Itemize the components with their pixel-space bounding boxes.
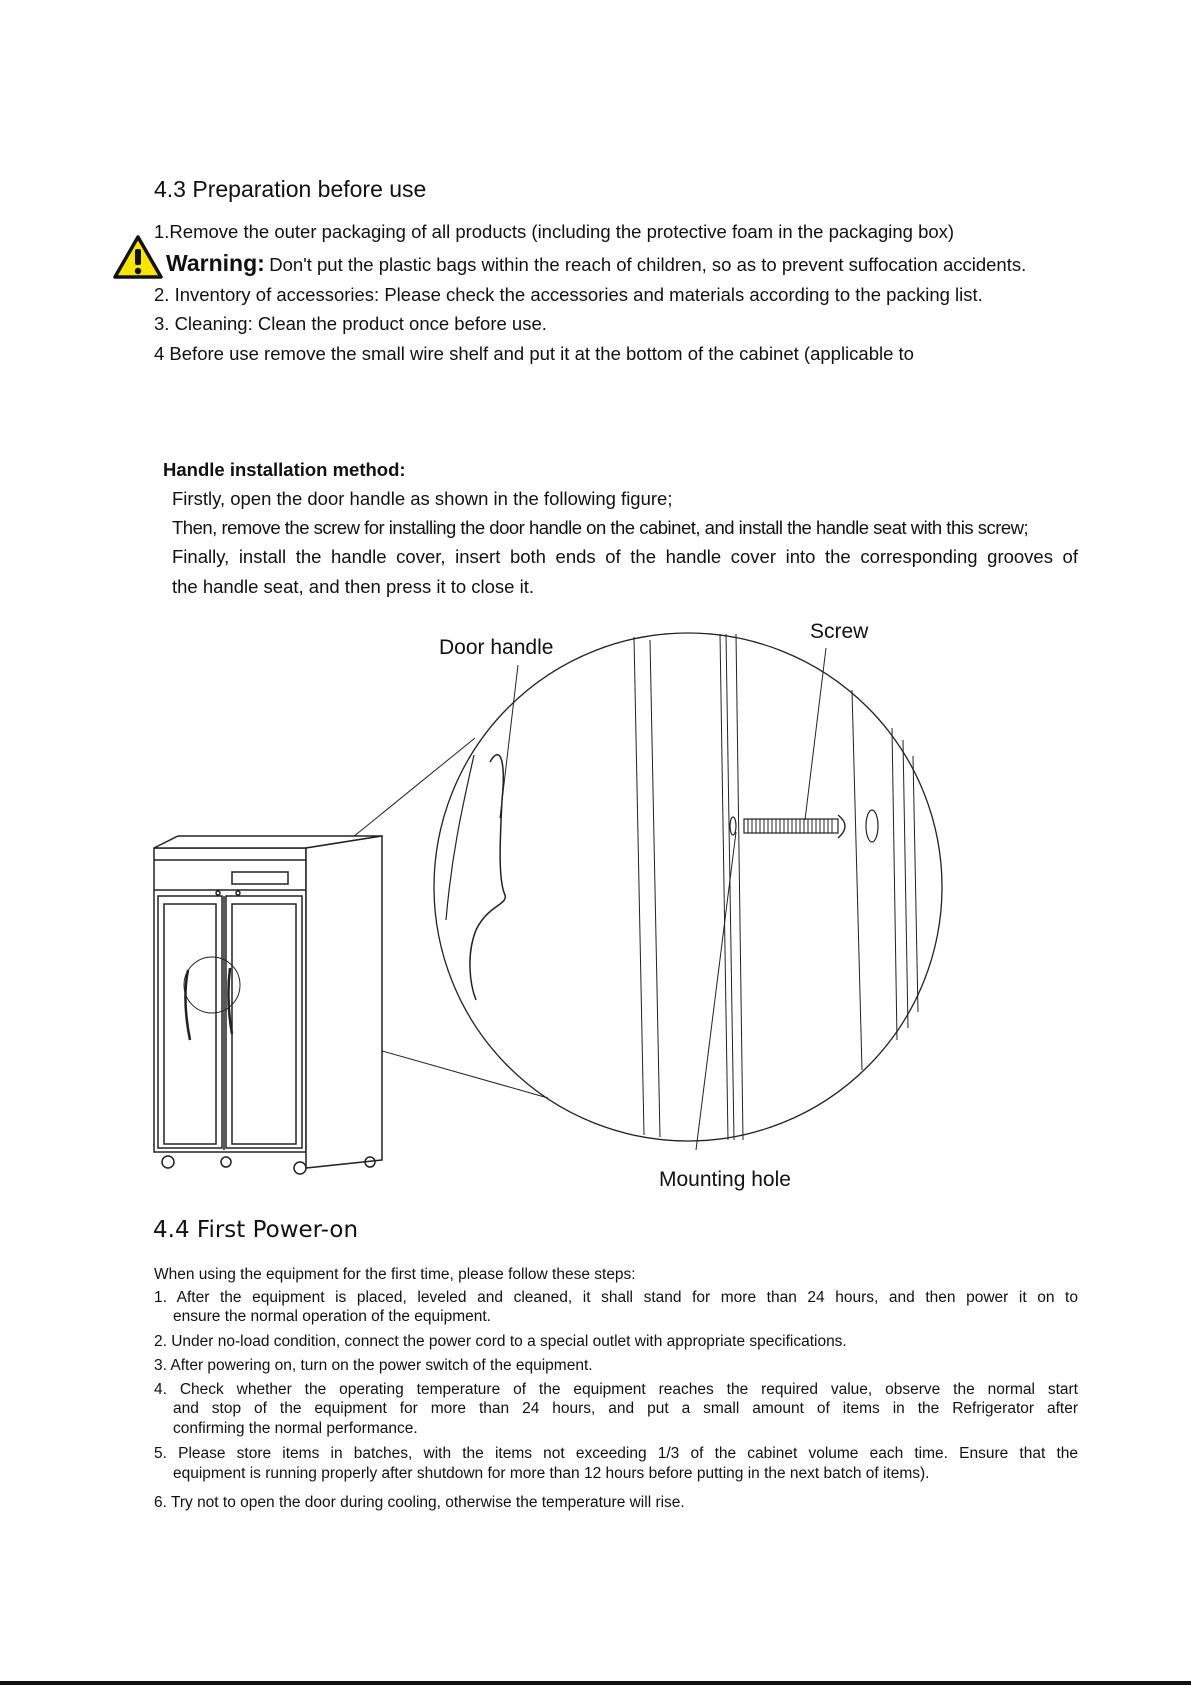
prep-step-1: 1.Remove the outer packaging of all products (including the protective foam in the packaging box) bbox=[154, 221, 955, 242]
power-step-2: 2. Under no-load condition, connect the power cord to a special outlet with appropriate specifications. bbox=[154, 1333, 847, 1350]
screw-head bbox=[838, 815, 845, 838]
washer bbox=[866, 810, 878, 842]
handle-installation-title: Handle installation method: bbox=[163, 459, 406, 480]
prep-step-2: 2. Inventory of accessories: Please check the accessories and materials according to the packing list. bbox=[154, 284, 983, 305]
handle-step-1: Firstly, open the door handle as shown in the following figure; bbox=[172, 488, 673, 509]
refrigerator-cabinet bbox=[154, 836, 382, 1174]
handle-installation-figure bbox=[0, 600, 1191, 1200]
power-on-intro: When using the equipment for the first time, please follow these steps: bbox=[154, 1266, 636, 1283]
handle-step-3: Finally, install the handle cover, insert both ends of the handle cover into the corresponding grooves of bbox=[172, 546, 1078, 567]
leader-door-handle bbox=[500, 665, 518, 818]
section-4-4-title: 4.4 First Power-on bbox=[153, 1217, 359, 1243]
section-4-3-title: 4.3 Preparation before use bbox=[154, 176, 427, 202]
power-step-6: 6. Try not to open the door during cooling, otherwise the temperature will rise. bbox=[154, 1494, 685, 1511]
power-step-4: 4. Check whether the operating temperature of the equipment reaches the required value, observe the normal start bbox=[154, 1381, 1078, 1398]
detail-circle bbox=[434, 633, 942, 1141]
power-step-5-cont: equipment is running properly after shutdown for more than 12 hours before putting in the next batch of items). bbox=[173, 1465, 930, 1482]
door-handle-shape bbox=[470, 755, 505, 1000]
leader-screw bbox=[805, 648, 826, 820]
label-screw: Screw bbox=[810, 620, 869, 643]
warning-label: Warning: bbox=[166, 250, 265, 276]
warning-text: Don't put the plastic bags within the reach of children, so as to prevent suffocation accidents. bbox=[269, 254, 1027, 275]
leader-mounting-hole bbox=[696, 832, 736, 1150]
power-step-4-cont: and stop of the equipment for more than 24 hours, and put a small amount of items in the Refrigerator after bbox=[173, 1400, 1078, 1417]
power-step-3: 3. After powering on, turn on the power switch of the equipment. bbox=[154, 1357, 593, 1374]
power-step-5: 5. Please store items in batches, with the items not exceeding 1/3 of the cabinet volume each time. Ensure that the bbox=[154, 1445, 1078, 1462]
power-step-1-cont: ensure the normal operation of the equipment. bbox=[173, 1308, 491, 1325]
warning-triangle-icon bbox=[112, 234, 164, 280]
prep-step-4: 4 Before use remove the small wire shelf and put it at the bottom of the cabinet (applicable to bbox=[154, 343, 914, 364]
label-mounting-hole: Mounting hole bbox=[659, 1168, 791, 1191]
power-step-1: 1. After the equipment is placed, leveled and cleaned, it shall stand for more than 24 hours, and then power it on to bbox=[154, 1289, 1078, 1306]
mounting-hole-shape bbox=[730, 817, 736, 835]
handle-step-4: the handle seat, and then press it to close it. bbox=[172, 576, 535, 597]
warning-line bbox=[166, 250, 1026, 277]
prep-step-3: 3. Cleaning: Clean the product once before use. bbox=[154, 313, 547, 334]
label-door-handle: Door handle bbox=[439, 636, 554, 659]
page-bottom-rule bbox=[0, 1681, 1191, 1685]
power-step-4-cont2: confirming the normal performance. bbox=[173, 1420, 418, 1437]
handle-step-2: Then, remove the screw for installing the door handle on the cabinet, and install the handle seat with this screw; bbox=[172, 517, 1029, 538]
